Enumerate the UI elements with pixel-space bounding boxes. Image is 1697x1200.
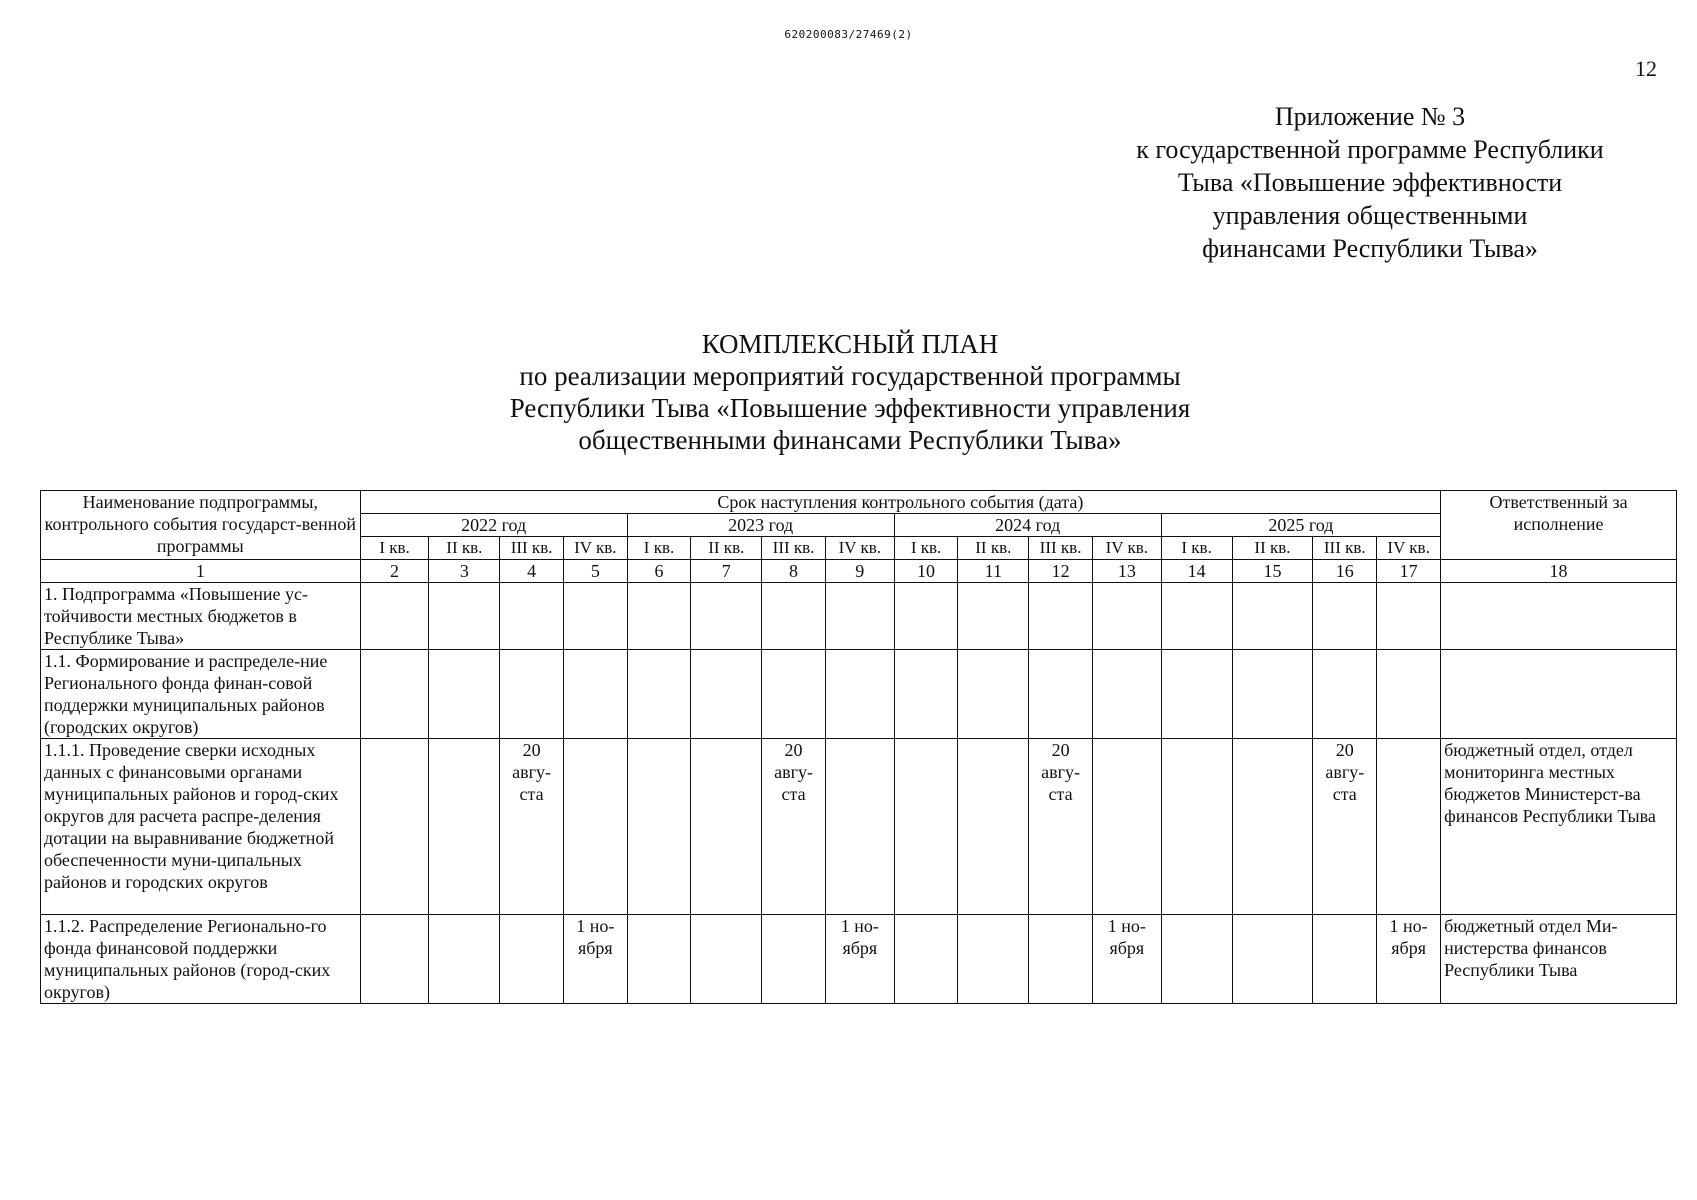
year-header: 2025 год <box>1161 514 1440 537</box>
column-number: 10 <box>894 560 958 583</box>
event-date-cell <box>1377 739 1441 915</box>
event-date-cell <box>825 650 894 739</box>
event-date-cell <box>500 915 564 1004</box>
table-row <box>41 650 1677 739</box>
appendix-line: управления общественными <box>1212 201 1528 230</box>
event-date-cell <box>958 739 1029 915</box>
column-number: 15 <box>1232 560 1313 583</box>
column-number: 8 <box>762 560 826 583</box>
row-name: 1.1.2. Распределение Регионально-го фонда финансовой поддержки муниципальных районов (город-ских округов) <box>41 915 361 1004</box>
event-date-cell <box>563 650 627 739</box>
quarter-header: IV кв. <box>825 537 894 560</box>
event-date-cell <box>627 650 691 739</box>
event-date-cell <box>360 915 429 1004</box>
column-number: 3 <box>429 560 500 583</box>
header-row-top <box>41 491 1677 514</box>
quarter-header: III кв. <box>762 537 826 560</box>
row-name: 1.1.1. Проведение сверки исходных данных с финансовыми органами муниципальных районов и город-ских округов для расчета распре-деления дотации на выравнивание бюджетной обеспеченности муни-ципальных районов и городских округов <box>41 739 361 915</box>
event-date-cell <box>429 583 500 650</box>
quarter-header: IV кв. <box>563 537 627 560</box>
event-date-cell: 1 но-ября <box>1092 915 1161 1004</box>
event-date-cell: 20 авгу-ста <box>1313 739 1377 915</box>
title-line: Республики Тыва «Повышение эффективности управления <box>509 393 1191 423</box>
year-header: 2024 год <box>894 514 1161 537</box>
appendix-line: Приложение № 3 <box>1274 102 1466 131</box>
document-id: 620200083/27469(2) <box>784 28 913 41</box>
column-number: 9 <box>825 560 894 583</box>
page-number: 12 <box>1635 56 1657 81</box>
quarter-header: III кв. <box>1029 537 1093 560</box>
column-number: 13 <box>1092 560 1161 583</box>
event-date-cell <box>1092 650 1161 739</box>
row-responsible <box>1441 650 1677 739</box>
title-line: КОМПЛЕКСНЫЙ ПЛАН <box>701 329 999 359</box>
event-date-cell <box>958 650 1029 739</box>
column-number: 11 <box>958 560 1029 583</box>
event-date-cell <box>360 583 429 650</box>
event-date-cell <box>825 583 894 650</box>
row-name: 1.1. Формирование и распределе-ние Регионального фонда финан-совой поддержки муниципальных районов (городских округов) <box>41 650 361 739</box>
event-date-cell <box>1232 739 1313 915</box>
event-date-cell <box>1092 583 1161 650</box>
event-date-cell <box>762 650 826 739</box>
quarter-header: II кв. <box>958 537 1029 560</box>
event-date-cell <box>1377 583 1441 650</box>
column-number: 12 <box>1029 560 1093 583</box>
event-date-cell <box>762 583 826 650</box>
column-number: 7 <box>691 560 762 583</box>
event-date-cell: 1 но-ября <box>825 915 894 1004</box>
event-date-cell <box>1313 915 1377 1004</box>
quarter-header: I кв. <box>627 537 691 560</box>
appendix-line: финансами Республики Тыва» <box>1202 234 1538 263</box>
event-date-cell <box>1313 650 1377 739</box>
event-date-cell <box>1377 650 1441 739</box>
event-date-cell <box>1092 739 1161 915</box>
event-date-cell <box>825 739 894 915</box>
quarter-header: II кв. <box>1232 537 1313 560</box>
plan-table <box>40 490 1677 1004</box>
quarter-header: IV кв. <box>1377 537 1441 560</box>
event-date-cell: 1 но-ября <box>563 915 627 1004</box>
event-date-cell <box>691 739 762 915</box>
title-line: общественными финансами Республики Тыва» <box>578 425 1122 455</box>
document-title <box>420 328 1280 456</box>
header-responsible: Ответственный за исполнение <box>1441 491 1677 560</box>
event-date-cell <box>691 650 762 739</box>
event-date-cell <box>894 915 958 1004</box>
event-date-cell <box>627 739 691 915</box>
appendix-block <box>1090 100 1650 265</box>
event-date-cell <box>500 583 564 650</box>
event-date-cell <box>1232 650 1313 739</box>
event-date-cell <box>958 583 1029 650</box>
event-date-cell <box>360 739 429 915</box>
column-number: 5 <box>563 560 627 583</box>
event-date-cell <box>563 739 627 915</box>
event-date-cell <box>894 650 958 739</box>
column-number: 16 <box>1313 560 1377 583</box>
event-date-cell <box>1161 583 1232 650</box>
column-number: 2 <box>360 560 429 583</box>
event-date-cell <box>958 915 1029 1004</box>
event-date-cell <box>500 650 564 739</box>
column-number: 17 <box>1377 560 1441 583</box>
title-line: по реализации мероприятий государственной программы <box>519 361 1181 391</box>
event-date-cell <box>1029 650 1093 739</box>
event-date-cell <box>429 739 500 915</box>
column-number: 6 <box>627 560 691 583</box>
column-number-row <box>41 560 1677 583</box>
event-date-cell: 20 авгу-ста <box>500 739 564 915</box>
quarter-header: I кв. <box>360 537 429 560</box>
event-date-cell <box>1161 739 1232 915</box>
event-date-cell <box>1313 583 1377 650</box>
quarter-header: II кв. <box>429 537 500 560</box>
event-date-cell <box>1029 915 1093 1004</box>
event-date-cell: 20 авгу-ста <box>1029 739 1093 915</box>
event-date-cell <box>1029 583 1093 650</box>
table-row <box>41 739 1677 915</box>
quarter-header: III кв. <box>500 537 564 560</box>
event-date-cell <box>627 583 691 650</box>
event-date-cell <box>627 915 691 1004</box>
column-number: 4 <box>500 560 564 583</box>
plan-table-body <box>41 583 1677 1004</box>
quarter-header: I кв. <box>894 537 958 560</box>
event-date-cell <box>1232 915 1313 1004</box>
event-date-cell <box>360 650 429 739</box>
year-header: 2023 год <box>627 514 894 537</box>
event-date-cell <box>762 915 826 1004</box>
column-number: 14 <box>1161 560 1232 583</box>
row-name: 1. Подпрограмма «Повышение ус-тойчивости местных бюджетов в Республике Тыва» <box>41 583 361 650</box>
table-row <box>41 583 1677 650</box>
event-date-cell <box>563 583 627 650</box>
event-date-cell <box>1232 583 1313 650</box>
column-number: 18 <box>1441 560 1677 583</box>
event-date-cell <box>691 915 762 1004</box>
event-date-cell <box>894 583 958 650</box>
quarter-header: II кв. <box>691 537 762 560</box>
quarter-header: III кв. <box>1313 537 1377 560</box>
event-date-cell <box>429 650 500 739</box>
table-row <box>41 915 1677 1004</box>
event-date-cell <box>1161 650 1232 739</box>
row-responsible: бюджетный отдел Ми-нистерства финансов Республики Тыва <box>1441 915 1677 1004</box>
event-date-cell: 20 авгу-ста <box>762 739 826 915</box>
header-period: Срок наступления контрольного события (дата) <box>360 491 1440 514</box>
event-date-cell <box>1161 915 1232 1004</box>
row-responsible: бюджетный отдел, отдел мониторинга местных бюджетов Министерст-ва финансов Республики Тыва <box>1441 739 1677 915</box>
header-name: Наименование подпрограммы, контрольного события государст-венной программы <box>41 491 361 560</box>
year-header: 2022 год <box>360 514 627 537</box>
event-date-cell <box>894 739 958 915</box>
event-date-cell <box>429 915 500 1004</box>
appendix-line: к государственной программе Республики <box>1136 135 1604 164</box>
row-responsible <box>1441 583 1677 650</box>
appendix-line: Тыва «Повышение эффективности <box>1177 168 1563 197</box>
event-date-cell: 1 но-ября <box>1377 915 1441 1004</box>
quarter-header: IV кв. <box>1092 537 1161 560</box>
event-date-cell <box>691 583 762 650</box>
column-number: 1 <box>41 560 361 583</box>
quarter-header: I кв. <box>1161 537 1232 560</box>
